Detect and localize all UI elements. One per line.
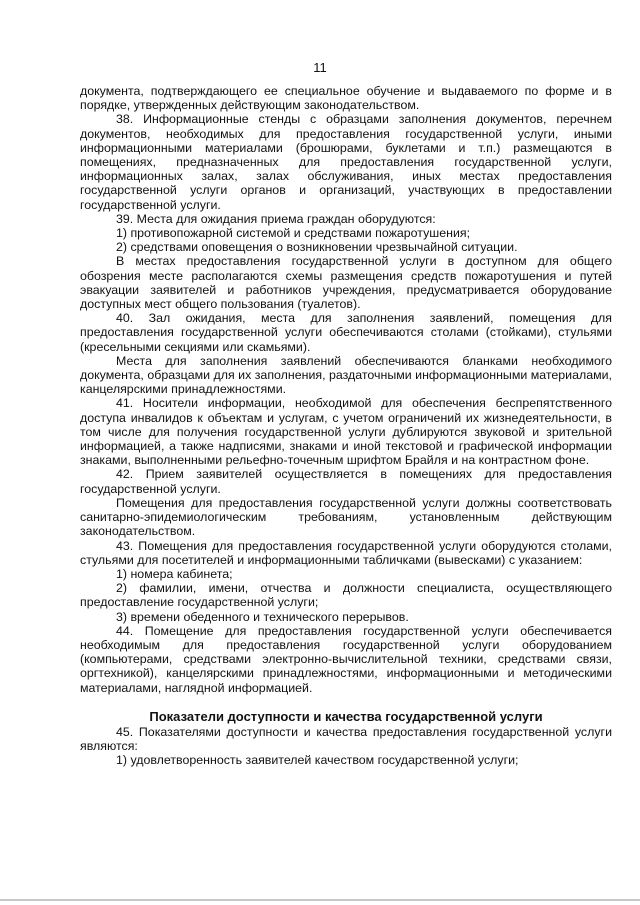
- list-item-43-1: 1) номера кабинета;: [116, 566, 233, 581]
- paragraph-39-evacuation: В местах предоставления государственной услуги в доступном для общего обозрения месте располагаются схемы размещения средств пожаротушения и путей эвакуации заявителей и работников учреждения, предусматривается оборудование доступных мест общего пользования (туалетов).: [80, 254, 612, 312]
- list-item-43-2: 2) фамилии, имени, отчества и должности специалиста, осуществляющего предоставление государственной услуги;: [80, 581, 612, 610]
- list-item-39-1: 1) противопожарной системой и средствами пожаротушения;: [116, 226, 471, 241]
- paragraph-41: 41. Носители информации, необходимой для обеспечения беспрепятственного доступа инвалидов к объектам и услугам, с учетом ограничений их жизнедеятельности, в том числе для получения государственной услуги дублируются звуковой и зрительной информацией, а также надписями, знаками и иной текстовой и графической информации знаками, выполненными рельефно-точечным шрифтом Брайля и на контрастном фоне.: [80, 396, 612, 468]
- paragraph-42-requirements: Помещения для предоставления государственной услуги должны соответствовать санитарно-эпидемиологическим требованиям, установленным действующим законодательством.: [80, 495, 612, 539]
- paragraph-39: 39. Места для ожидания приема граждан оборудуются:: [116, 211, 436, 226]
- paragraph-38: 38. Информационные стенды с образцами заполнения документов, перечнем документов, необходимых для предоставления государственной услуги, иными информационными материалами (брошюрами, буклетами и т.п.) размещаются в помещениях, предназначенных для предоставления государственной услуги, информационных залах, залах обслуживания, иных местах предоставления государственной услуги органов и организаций, участвующих в предоставлении государственной услуги.: [80, 112, 612, 212]
- list-item-39-2: 2) средствами оповещения о возникновении чрезвычайной ситуации.: [116, 240, 518, 255]
- paragraph-continuation: документа, подтверждающего ее специальное обучение и выдаваемого по форме и в порядке, утвержденных действующим законодательством.: [80, 84, 612, 113]
- paragraph-44: 44. Помещение для предоставления государственной услуги обеспечивается необходимым для предоставления государственной услуги оборудованием (компьютерами, средствами электронно-вычислительной техники, средствами связи, оргтехникой), канцелярскими принадлежностями, информационными и методическими материалами, наглядной информацией.: [80, 623, 612, 695]
- section-heading: Показатели доступности и качества государственной услуги: [149, 708, 543, 724]
- page-number: 11: [313, 60, 327, 75]
- list-item-43-3: 3) времени обеденного и технического перерывов.: [116, 609, 409, 624]
- paragraph-43: 43. Помещения для предоставления государственной услуги оборудуются столами, стульями для посетителей и информационными табличками (вывесками) с указанием:: [80, 538, 612, 567]
- paragraph-40: 40. Зал ожидания, места для заполнения заявлений, помещения для предоставления государственной услуги обеспечиваются столами (стойками), стульями (кресельными секциями или скамьями).: [80, 311, 612, 354]
- scan-edge-line: [0, 899, 640, 901]
- list-item-45-1: 1) удовлетворенность заявителей качеством государственной услуги;: [116, 753, 519, 768]
- paragraph-40-forms: Места для заполнения заявлений обеспечиваются бланками необходимого документа, образцами для их заполнения, раздаточными информационными материалами, канцелярскими принадлежностями.: [80, 353, 612, 397]
- document-body: [80, 84, 612, 767]
- paragraph-42: 42. Прием заявителей осуществляется в помещениях для предоставления государственной услуги.: [80, 467, 612, 496]
- paragraph-45: 45. Показателями доступности и качества предоставления государственной услуги являются:: [80, 724, 612, 753]
